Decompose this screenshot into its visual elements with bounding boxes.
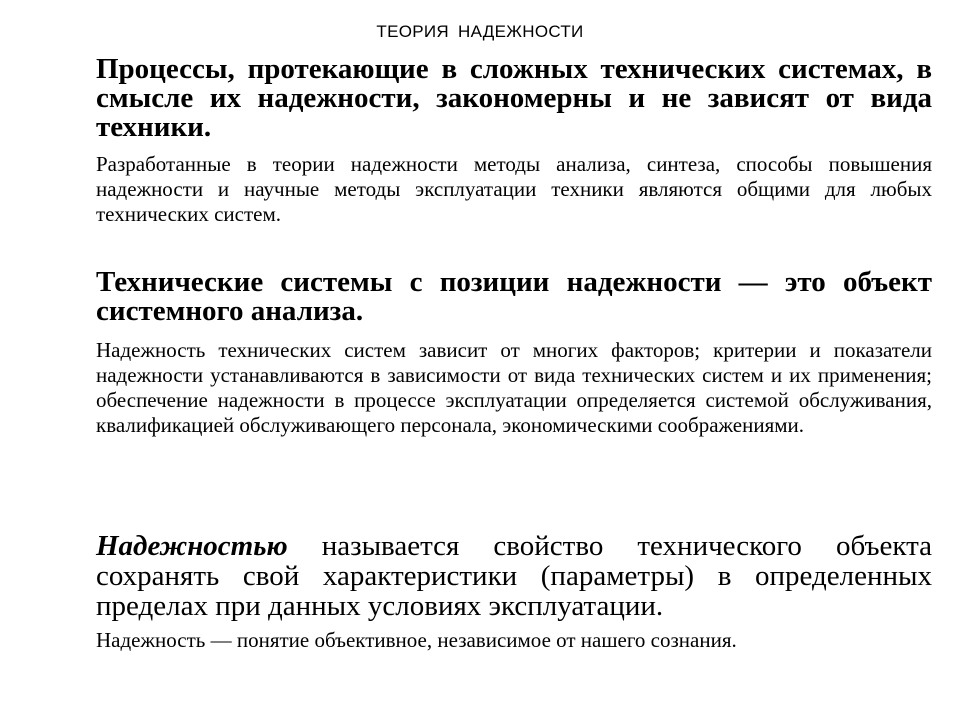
section-body: Надежность — понятие объективное, независимое от нашего сознания. — [96, 628, 737, 652]
section-heading: Технические системы с позиции надежности — это объект системного анализа. — [96, 266, 932, 327]
reliability-definition — [96, 531, 932, 621]
slide-title: ТЕОРИЯ НАДЕЖНОСТИ — [376, 22, 584, 41]
section-body: Надежность технических систем зависит от многих факторов; критерии и показатели надежности устанавливаются в зависимости от вида технических систем и их применения; обеспечение надежности в процессе эксплуатации определяется системой обслуживания, квалификацией обслуживающего персонала, экономическими соображениями. — [96, 338, 932, 437]
defined-term: Надежностью — [96, 530, 288, 562]
definition-text: называется свойство технического объекта сохранять свой характеристики (параметры) в определенных пределах при данных условиях эксплуатации. — [96, 530, 932, 622]
section-heading: Процессы, протекающие в сложных технических системах, в смысле их надежности, закономерны и не зависят от вида техники. — [96, 53, 932, 143]
section-body: Разработанные в теории надежности методы анализа, синтеза, способы повышения надежности и научные методы эксплуатации техники являются общими для любых технических систем. — [96, 152, 932, 226]
